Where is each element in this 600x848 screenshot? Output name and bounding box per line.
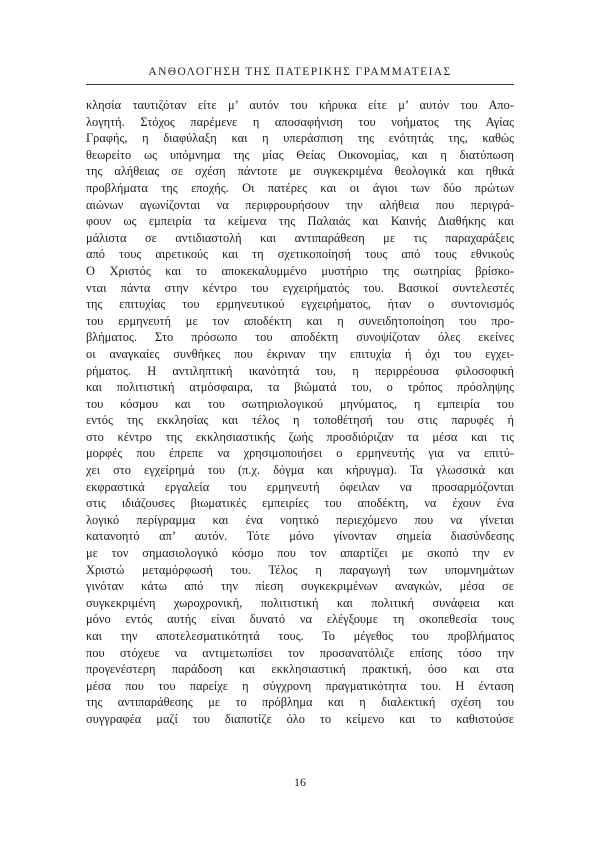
text-line: και την αποτελεσματικότητά τους. Το μέγεθος του προβλήματος [86, 629, 514, 643]
text-line: ρήματος. Η αντιληπτική ικανότητά του, η περιρρέουσα φιλοσοφική [86, 363, 514, 378]
text-line: συγκεκριμένη χωροχρονική, πολιτιστική και πολιτική συνάφεια και [86, 595, 514, 610]
text-line: εντός της εκκλησίας και τέλος η τοποθέτησή του στις παρυφές ή [86, 413, 514, 428]
text-line: μάλιστα σε αντιδιαστολή και αντιπαράθεση με τις παραχαράξεις [86, 230, 514, 245]
text-line: φουν ως εμπειρία τα κείμενα της Παλαιάς και Καινής Διαθήκης και [86, 214, 514, 229]
text-line: Χριστώ μεταμόρφωσή του. Τέλος η παραγωγή των υπομνημάτων [86, 562, 514, 577]
text-line: βλήματος. Στο πρόσωπο του αποδέκτη συνοψίζοταν όλες εκείνες [86, 330, 514, 345]
text-line: από τους αιρετικούς και τη σχετικοποίησή τους από τους εθνικούς [86, 247, 514, 262]
text-line: κατανοητό απ’ αυτόν. Τότε μόνο γίνονταν σημεία διασύνδεσης [86, 529, 514, 544]
page-number: 16 [294, 775, 306, 789]
text-line: χει στο εγχείρημά του (π.χ. δόγμα και κήρυγμα). Τα γλωσσικά και [86, 463, 514, 478]
header-rule [86, 84, 514, 85]
text-line: της αλήθειας σε σχέση πάντοτε με συγκεκριμένα θεολογικά και ηθικά [86, 164, 514, 179]
text-line: συγγραφέα μαζί του διαποτίζε όλο το κείμενο και το καθιστούσε [86, 711, 514, 726]
text-line: εκφραστικά εργαλεία του ερμηνευτή όφειλαν να προσαρμόζονται [86, 479, 514, 494]
text-line: Ο Χριστός και το αποκεκαλυμμένο μυστήριο της σωτηρίας βρίσκο- [86, 263, 514, 278]
text-line: οι αναγκαίες συνθήκες που έκριναν την επιτυχία ή όχι του εγχει- [86, 346, 514, 361]
text-line: προβλήματα της εποχής. Οι πατέρες και οι άγιοι των δύο πρώτων [86, 180, 514, 195]
text-line: γινόταν κάτω από την πίεση συγκεκριμένων αναγκών, μέσα σε [86, 579, 514, 594]
text-line: λογικό περίγραμμα και ένα νοητικό περιεχόμενο που να γίνεται [86, 512, 514, 527]
text-line: μέσα που του παρείχε η σύγχρονη πραγματικότητα του. Η ένταση [86, 678, 514, 693]
text-line: νται πάντα στην κέντρο του εγχειρήματός του. Βασικοί συντελεστές [86, 280, 514, 295]
text-line: μόνο εντός αυτής είναι δυνατό να ελέγξουμε τη σκοπεθεσία τους [86, 612, 514, 627]
text-line: και πολιτιστική ατμόσφαιρα, τα βιώματά του, ο τρόπος πρόσληψης [86, 380, 514, 395]
text-line: στο κέντρο της εκκλησιαστικής ζωής προσδιόριζαν τα μέσα και τις [86, 429, 514, 444]
text-line: του κόσμου και του σωτηριολογικού μηνύματος, η εμπειρία του [86, 396, 514, 411]
text-line: που στόχευε να αντιμετωπίσει τον προσανατόλιζε επίσης τόσο την [86, 645, 514, 660]
text-line: θεωρείτο ως υπόμνημα της μίας Θείας Οικονομίας, και η διατύπωση [86, 147, 514, 162]
text-line: με τον σημασιολογικό κόσμο που τον απαρτίζει με σκοπό την εν [86, 546, 514, 561]
text-line: στις ιδιάζουσες βιωματικές εμπειρίες του αποδέκτη, να έχουν ένα [86, 496, 514, 511]
text-line: μορφές που έπρεπε να χρησιμοποιήσει ο ερμηνευτής για να επιτύ- [86, 446, 514, 461]
running-head-title: ΑΝΘΟΛΟΓΗΣΗ ΤΗΣ ΠΑΤΕΡΙΚΗΣ ΓΡΑΜΜΑΤΕΙΑΣ [148, 66, 452, 78]
text-line: λογητή. Στόχος παρέμενε η αποσαφήνιση του νοήματος της Αγίας [86, 114, 514, 129]
text-line: κλησία ταυτιζόταν είτε μ’ αυτόν του κήρυκα είτε μ’ αυτόν του Απο- [86, 98, 514, 112]
text-line: Γραφής, η διαφύλαξη και η υπεράσπιση της ενότητάς της, καθώς [86, 131, 514, 146]
text-line: της αντιπαράθεσης με το πρόβλημα και η διαλεκτική σχέση του [86, 695, 514, 710]
text-line: αιώνων αγωνίζονται να περιφρουρήσουν την αλήθεια που περιγρά- [86, 197, 514, 212]
text-line: προγενέστερη παράδοση και εκκλησιαστική πρακτική, όσο και στα [86, 662, 514, 677]
body-text [86, 97, 514, 728]
text-line: του ερμηνευτή με τον αποδέκτη και η συνειδητοποίηση του προ- [86, 313, 514, 328]
text-line: της επιτυχίας του ερμηνευτικού εγχειρήματος, ήταν ο συντονισμός [86, 297, 514, 312]
